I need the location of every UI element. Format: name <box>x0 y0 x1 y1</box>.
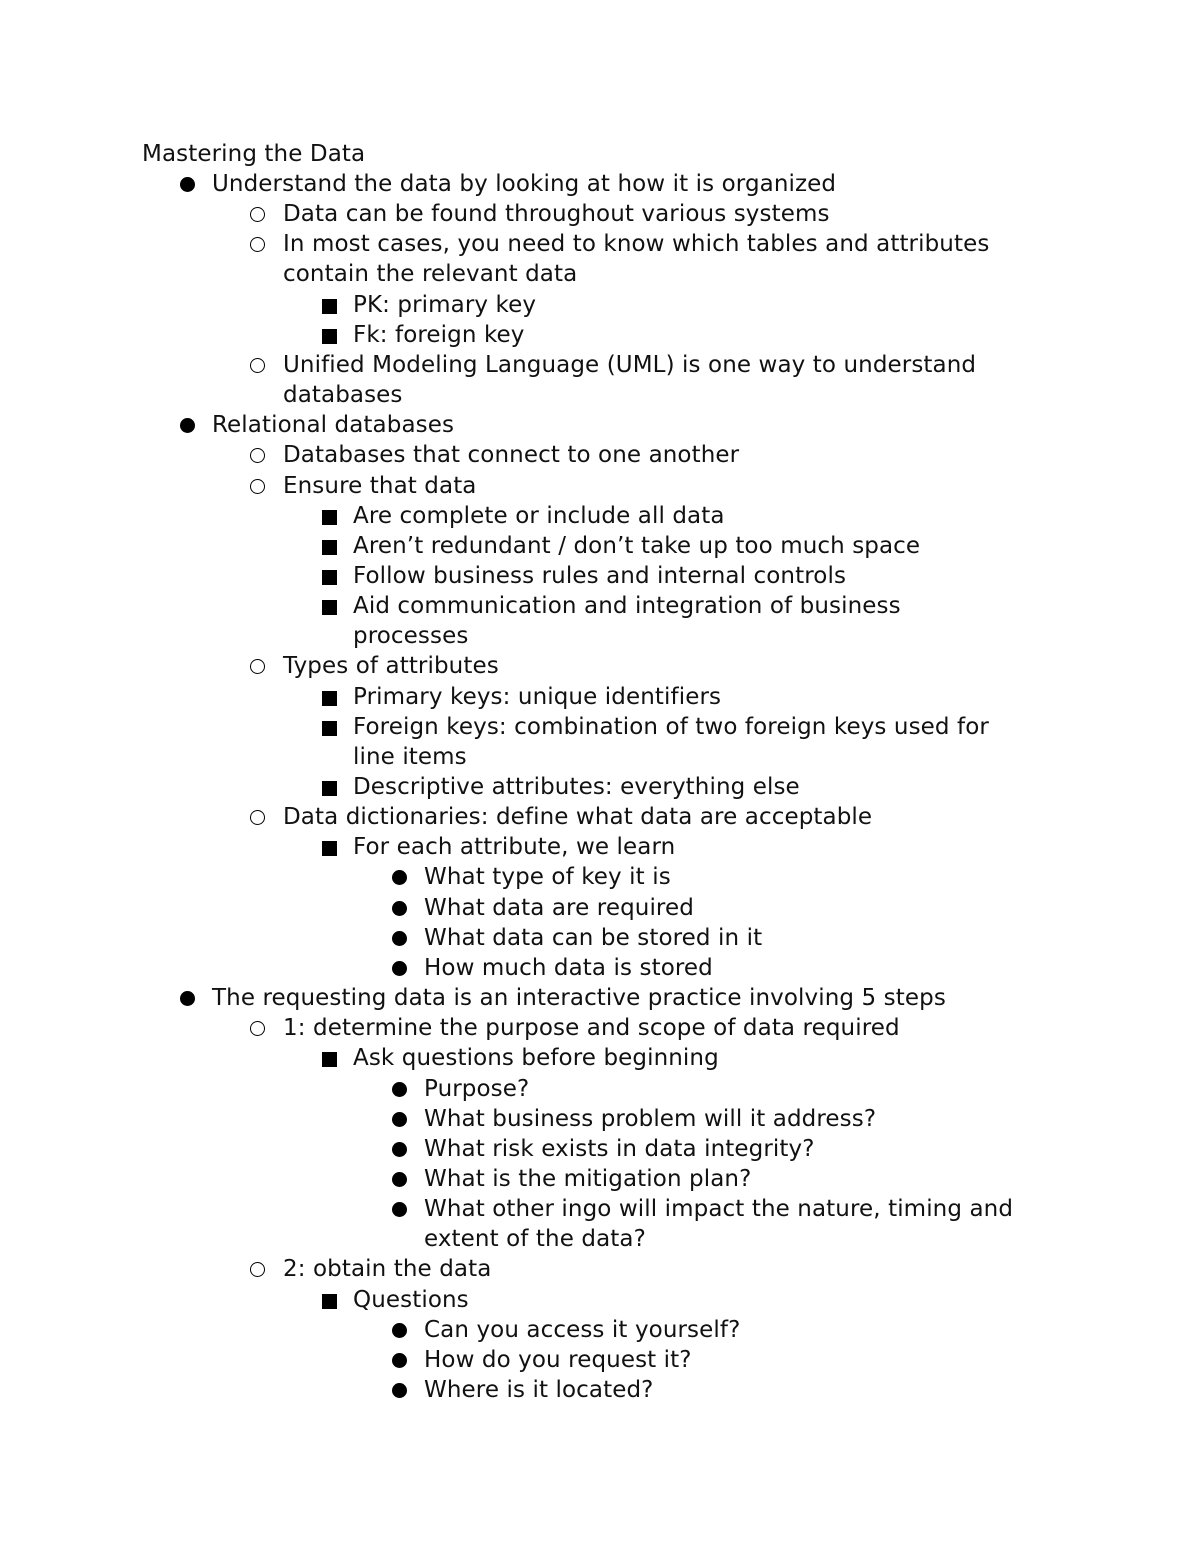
outline-item-text: Types of attributes <box>283 653 499 680</box>
outline-item-text: What other ingo will impact the nature, timing and <box>424 1196 1014 1223</box>
disc-bullet-icon <box>390 1375 410 1405</box>
square-bullet-icon <box>320 290 340 320</box>
disc-bullet-icon <box>390 1074 410 1104</box>
outline-item-text: Foreign keys: combination of two foreign keys used for <box>353 713 989 740</box>
outline-item-text: Primary keys: unique identifiers <box>353 683 722 710</box>
outline-item-text: Purpose? <box>424 1075 530 1102</box>
disc-bullet-icon <box>390 1134 410 1164</box>
square-bullet-icon <box>320 1285 340 1315</box>
square-bullet-icon <box>320 531 340 561</box>
outline-item-text: Fk: foreign key <box>353 321 525 348</box>
square-bullet-icon <box>320 832 340 862</box>
outline-item-text: Databases that connect to one another <box>283 442 740 469</box>
outline-item-text: What risk exists in data integrity? <box>424 1135 815 1162</box>
outline-item-text: processes <box>353 623 469 650</box>
circle-bullet-icon <box>248 651 268 681</box>
outline-item-text: Can you access it yourself? <box>424 1316 741 1343</box>
outline-item-text: What data can be stored in it <box>424 924 763 951</box>
outline-item-text: What data are required <box>424 894 694 921</box>
circle-bullet-icon <box>248 199 268 229</box>
outline-item-text: For each attribute, we learn <box>353 834 676 861</box>
outline-item-text: Understand the data by looking at how it is organized <box>212 171 837 197</box>
outline-item-text: Relational databases <box>212 412 455 439</box>
square-bullet-icon <box>320 1043 340 1073</box>
outline-item-text: Follow business rules and internal controls <box>353 562 847 589</box>
outline-item-text: Where is it located? <box>424 1377 654 1403</box>
outline-item-text: extent of the data? <box>424 1226 646 1253</box>
disc-bullet-icon <box>390 893 410 923</box>
outline-item-text: Ensure that data <box>283 472 477 499</box>
outline-item-text: Aren’t redundant / don’t take up too much space <box>353 532 921 559</box>
disc-bullet-icon <box>390 923 410 953</box>
disc-bullet-icon <box>178 410 198 440</box>
outline-item-text: contain the relevant data <box>283 261 578 288</box>
circle-bullet-icon <box>248 471 268 501</box>
square-bullet-icon <box>320 591 340 621</box>
disc-bullet-icon <box>390 862 410 892</box>
disc-bullet-icon <box>390 1194 410 1224</box>
document-title <box>142 139 365 169</box>
circle-bullet-icon <box>248 1254 268 1284</box>
outline-item-text: Questions <box>353 1286 469 1313</box>
outline-item-text: databases <box>283 382 403 409</box>
square-bullet-icon <box>320 320 340 350</box>
outline-item-text: Data can be found throughout various systems <box>283 201 830 228</box>
disc-bullet-icon <box>390 953 410 983</box>
circle-bullet-icon <box>248 1013 268 1043</box>
outline-item-text: 1: determine the purpose and scope of data required <box>283 1015 900 1042</box>
disc-bullet-icon <box>390 1315 410 1345</box>
outline-item-text: Ask questions before beginning <box>353 1045 719 1072</box>
outline-item-text: Are complete or include all data <box>353 502 725 529</box>
outline-item-text: Data dictionaries: define what data are acceptable <box>283 804 873 831</box>
circle-bullet-icon <box>248 440 268 470</box>
outline-item-text: What is the mitigation plan? <box>424 1165 752 1192</box>
square-bullet-icon <box>320 501 340 531</box>
outline-item-text: In most cases, you need to know which tables and attributes <box>283 231 990 258</box>
outline-item-text: Aid communication and integration of business <box>353 593 901 620</box>
outline-item-text: What business problem will it address? <box>424 1105 877 1132</box>
outline-item-text: Descriptive attributes: everything else <box>353 774 800 800</box>
square-bullet-icon <box>320 772 340 802</box>
square-bullet-icon <box>320 561 340 591</box>
circle-bullet-icon <box>248 229 268 259</box>
outline-item-text: PK: primary key <box>353 291 537 318</box>
outline-item-text: line items <box>353 743 467 770</box>
disc-bullet-icon <box>178 169 198 199</box>
outline-item-text: What type of key it is <box>424 864 671 891</box>
disc-bullet-icon <box>390 1104 410 1134</box>
outline-item-text: The requesting data is an interactive practice involving 5 steps <box>212 985 946 1012</box>
square-bullet-icon <box>320 712 340 742</box>
square-bullet-icon <box>320 682 340 712</box>
circle-bullet-icon <box>248 350 268 380</box>
disc-bullet-icon <box>390 1345 410 1375</box>
outline-item-text: 2: obtain the data <box>283 1256 492 1283</box>
disc-bullet-icon <box>178 983 198 1013</box>
disc-bullet-icon <box>390 1164 410 1194</box>
circle-bullet-icon <box>248 802 268 832</box>
document-title-text: Mastering the Data <box>142 141 366 167</box>
outline-item-text: Unified Modeling Language (UML) is one way to understand <box>283 351 977 378</box>
outline-item-text: How much data is stored <box>424 954 713 981</box>
outline-item-text: How do you request it? <box>424 1346 692 1373</box>
